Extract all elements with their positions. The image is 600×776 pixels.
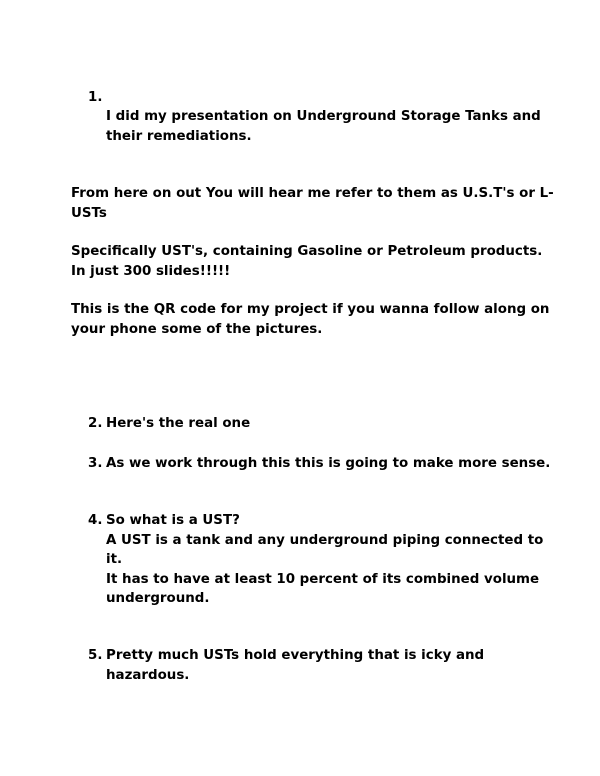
paragraph <box>71 300 550 339</box>
text-line: their remediations. <box>106 128 252 144</box>
text-line: From here on out You will hear me refer to them as U.S.T's or L- <box>71 186 554 201</box>
text-line: I did my presentation on Underground Storage Tanks and <box>106 109 541 124</box>
text-line: So what is a UST? <box>106 513 240 528</box>
text-line: Specifically UST's, containing Gasoline or Petroleum products. <box>71 244 543 259</box>
list-number: 1. <box>88 90 103 105</box>
text-line: it. <box>106 552 123 567</box>
text-line: USTs <box>71 205 107 221</box>
list-number: 2. <box>88 416 103 431</box>
text-line: hazardous. <box>106 667 190 683</box>
paragraph <box>71 242 541 281</box>
text-line: As we work through this this is going to make more sense. <box>106 456 551 471</box>
list-item-text <box>106 511 546 609</box>
text-line: your phone some of the pictures. <box>71 321 323 337</box>
list-number: 3. <box>88 456 103 471</box>
text-line: Pretty much USTs hold everything that is icky and <box>106 648 485 663</box>
text-line: A UST is a tank and any underground piping connected to <box>106 532 544 548</box>
list-item-text <box>106 107 546 146</box>
text-line: In just 300 slides!!!!! <box>71 263 231 279</box>
text-line: This is the QR code for my project if you wanna follow along on <box>71 302 550 317</box>
list-item-text <box>106 414 546 434</box>
list-number: 4. <box>88 513 103 528</box>
list-item-text <box>106 646 546 685</box>
text-line: It has to have at least 10 percent of its combined volume <box>106 571 540 587</box>
list-item-text <box>106 454 551 474</box>
paragraph <box>71 184 554 223</box>
list-number: 5. <box>88 648 103 663</box>
text-line: Here's the real one <box>106 416 251 431</box>
text-line: underground. <box>106 591 210 606</box>
